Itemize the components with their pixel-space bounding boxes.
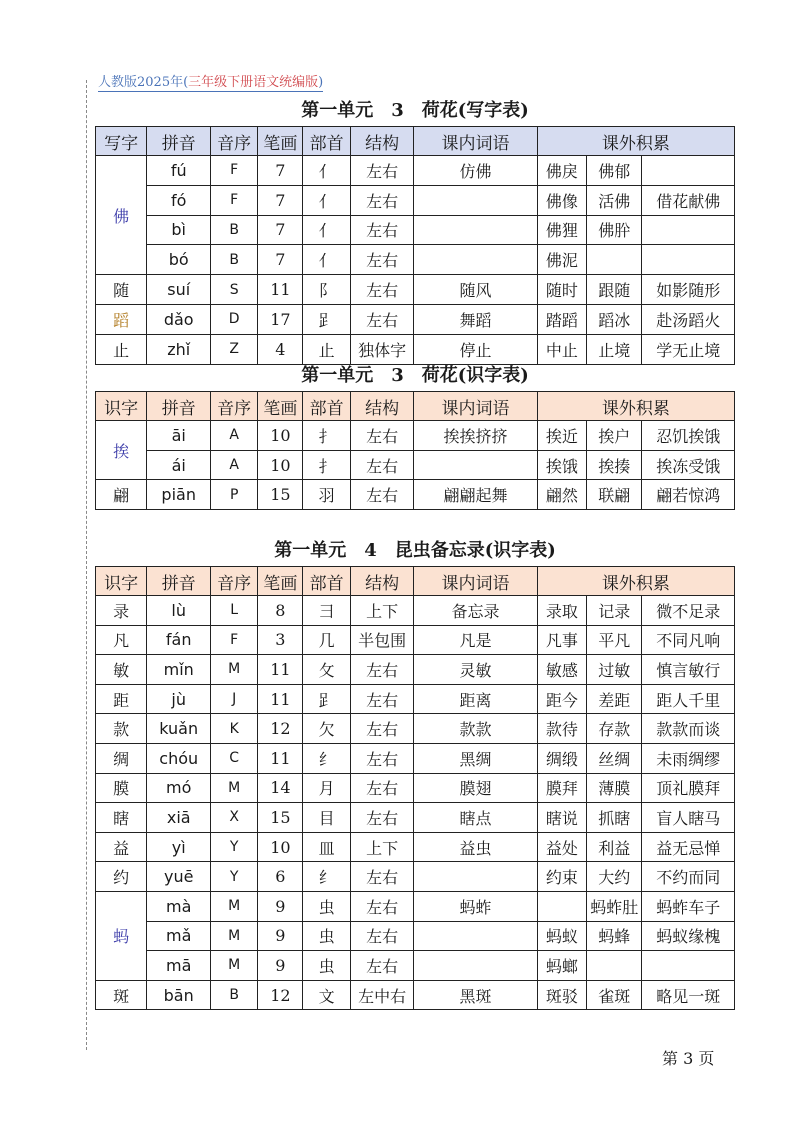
radical-cell: 文 — [303, 980, 350, 1010]
pinyin-cell: xiā — [147, 803, 211, 833]
radical-cell: 亻 — [303, 245, 350, 275]
extra-words-cell: 凡事 — [537, 625, 586, 655]
extra-words-cell: 不约而同 — [642, 862, 735, 892]
table-row — [96, 684, 735, 714]
inclass-words-cell: 黑斑 — [414, 980, 537, 1010]
table-row — [96, 625, 735, 655]
table-header-row — [96, 392, 735, 421]
pinyin-cell: chóu — [147, 743, 211, 773]
column-header: 部首 — [303, 127, 350, 156]
structure-cell: 左中右 — [350, 980, 414, 1010]
extra-words-cell: 佛泥 — [537, 245, 586, 275]
section-table — [95, 126, 735, 365]
column-header: 结构 — [350, 567, 414, 596]
pinyin-cell: ái — [147, 450, 211, 480]
extra-words-cell: 蚂蜂 — [586, 921, 641, 951]
table-row — [96, 951, 735, 981]
strokes-cell: 7 — [258, 215, 303, 245]
strokes-cell: 6 — [258, 862, 303, 892]
table-row — [96, 832, 735, 862]
pinyin-cell: jù — [147, 684, 211, 714]
column-header: 音序 — [211, 127, 258, 156]
extra-words-cell: 膜拜 — [537, 773, 586, 803]
inclass-words-cell: 益虫 — [414, 832, 537, 862]
extra-words-cell: 蚂蚁 — [537, 921, 586, 951]
column-header: 笔画 — [258, 127, 303, 156]
table-row — [96, 980, 735, 1010]
strokes-cell: 11 — [258, 743, 303, 773]
radical-cell: 扌 — [303, 421, 350, 451]
character-cell: 绸 — [96, 743, 147, 773]
pinyin-cell: lù — [147, 596, 211, 626]
header-note-suffix: ) — [318, 75, 324, 90]
strokes-cell: 15 — [258, 480, 303, 510]
table-row — [96, 421, 735, 451]
extra-words-cell: 瞎说 — [537, 803, 586, 833]
table-row — [96, 275, 735, 305]
radical-cell: 𧾷 — [303, 304, 350, 334]
radical-cell: 𧾷 — [303, 684, 350, 714]
page-number: 第 3 页 — [662, 1049, 715, 1068]
strokes-cell: 7 — [258, 185, 303, 215]
column-header: 课外积累 — [537, 567, 734, 596]
pinyin-cell: āi — [147, 421, 211, 451]
extra-words-cell — [642, 156, 735, 186]
structure-cell: 左右 — [350, 655, 414, 685]
column-header: 写字 — [96, 127, 147, 156]
inclass-words-cell: 距离 — [414, 684, 537, 714]
inclass-words-cell: 灵敏 — [414, 655, 537, 685]
extra-words-cell: 款待 — [537, 714, 586, 744]
strokes-cell: 12 — [258, 980, 303, 1010]
extra-words-cell: 佛肸 — [586, 215, 641, 245]
pinyin-cell: mà — [147, 891, 211, 921]
letter-cell: S — [211, 275, 258, 305]
letter-cell: X — [211, 803, 258, 833]
table-row — [96, 596, 735, 626]
table-header-row — [96, 567, 735, 596]
pinyin-cell: fán — [147, 625, 211, 655]
letter-cell: L — [211, 596, 258, 626]
inclass-words-cell: 备忘录 — [414, 596, 537, 626]
table-row — [96, 480, 735, 510]
radical-cell: 亻 — [303, 156, 350, 186]
section-title: 第一单元 3 荷花(识字表) — [301, 365, 529, 386]
extra-words-cell: 益无忌惮 — [642, 832, 735, 862]
column-header: 音序 — [211, 567, 258, 596]
extra-words-cell: 利益 — [586, 832, 641, 862]
table-row — [96, 450, 735, 480]
strokes-cell: 17 — [258, 304, 303, 334]
extra-words-cell: 如影随形 — [642, 275, 735, 305]
character-cell: 录 — [96, 596, 147, 626]
character-cell: 翩 — [96, 480, 147, 510]
section-table — [95, 566, 735, 1010]
header-note-highlight: 三年级下册语文统编版 — [188, 75, 319, 90]
table-row — [96, 714, 735, 744]
radical-cell: 欠 — [303, 714, 350, 744]
character-cell: 距 — [96, 684, 147, 714]
table-row — [96, 655, 735, 685]
character-cell: 款 — [96, 714, 147, 744]
extra-words-cell: 抓瞎 — [586, 803, 641, 833]
extra-words-cell — [642, 245, 735, 275]
letter-cell: M — [211, 891, 258, 921]
extra-words-cell — [586, 951, 641, 981]
extra-words-cell: 顶礼膜拜 — [642, 773, 735, 803]
column-header: 部首 — [303, 567, 350, 596]
extra-words-cell: 斑驳 — [537, 980, 586, 1010]
table-row — [96, 891, 735, 921]
section-table — [95, 391, 735, 510]
strokes-cell: 11 — [258, 655, 303, 685]
table-row — [96, 156, 735, 186]
table-header-row — [96, 127, 735, 156]
strokes-cell: 11 — [258, 275, 303, 305]
structure-cell: 左右 — [350, 803, 414, 833]
radical-cell: 止 — [303, 334, 350, 364]
radical-cell: 虫 — [303, 921, 350, 951]
pinyin-cell: kuǎn — [147, 714, 211, 744]
extra-words-cell: 益处 — [537, 832, 586, 862]
letter-cell: Z — [211, 334, 258, 364]
extra-words-cell: 止境 — [586, 334, 641, 364]
table-row — [96, 304, 735, 334]
character-cell: 蚂 — [96, 891, 147, 980]
structure-cell: 左右 — [350, 862, 414, 892]
extra-words-cell: 活佛 — [586, 185, 641, 215]
structure-cell: 上下 — [350, 832, 414, 862]
column-header: 笔画 — [258, 567, 303, 596]
column-header: 课内词语 — [414, 127, 537, 156]
extra-words-cell: 录取 — [537, 596, 586, 626]
extra-words-cell: 佛像 — [537, 185, 586, 215]
inclass-words-cell: 停止 — [414, 334, 537, 364]
structure-cell: 左右 — [350, 245, 414, 275]
extra-words-cell: 借花献佛 — [642, 185, 735, 215]
column-header: 识字 — [96, 567, 147, 596]
strokes-cell: 11 — [258, 684, 303, 714]
extra-words-cell — [642, 215, 735, 245]
structure-cell: 左右 — [350, 891, 414, 921]
inclass-words-cell: 舞蹈 — [414, 304, 537, 334]
extra-words-cell: 中止 — [537, 334, 586, 364]
extra-words-cell: 蚂蚱肚 — [586, 891, 641, 921]
letter-cell: P — [211, 480, 258, 510]
letter-cell: F — [211, 185, 258, 215]
inclass-words-cell: 挨挨挤挤 — [414, 421, 537, 451]
extra-words-cell: 挨近 — [537, 421, 586, 451]
pinyin-cell: fú — [147, 156, 211, 186]
structure-cell: 左右 — [350, 215, 414, 245]
extra-words-cell: 翩若惊鸿 — [642, 480, 735, 510]
extra-words-cell: 翩然 — [537, 480, 586, 510]
extra-words-cell: 丝绸 — [586, 743, 641, 773]
extra-words-cell: 绸缎 — [537, 743, 586, 773]
inclass-words-cell: 蚂蚱 — [414, 891, 537, 921]
radical-cell: 亻 — [303, 185, 350, 215]
extra-words-cell: 蚂蚁缘槐 — [642, 921, 735, 951]
extra-words-cell: 略见一斑 — [642, 980, 735, 1010]
letter-cell: Y — [211, 832, 258, 862]
inclass-words-cell — [414, 245, 537, 275]
section-title: 第一单元 3 荷花(写字表) — [301, 100, 529, 121]
column-header: 音序 — [211, 392, 258, 421]
inclass-words-cell — [414, 921, 537, 951]
extra-words-cell: 蚂蚱车子 — [642, 891, 735, 921]
letter-cell: M — [211, 951, 258, 981]
character-cell: 膜 — [96, 773, 147, 803]
pinyin-cell: mó — [147, 773, 211, 803]
strokes-cell: 7 — [258, 156, 303, 186]
inclass-words-cell — [414, 450, 537, 480]
structure-cell: 左右 — [350, 684, 414, 714]
structure-cell: 左右 — [350, 156, 414, 186]
column-header: 笔画 — [258, 392, 303, 421]
table-row — [96, 215, 735, 245]
structure-cell: 左右 — [350, 773, 414, 803]
structure-cell: 左右 — [350, 421, 414, 451]
strokes-cell: 9 — [258, 951, 303, 981]
letter-cell: F — [211, 156, 258, 186]
structure-cell: 左右 — [350, 714, 414, 744]
inclass-words-cell — [414, 215, 537, 245]
extra-words-cell: 存款 — [586, 714, 641, 744]
table-row — [96, 245, 735, 275]
radical-cell: 皿 — [303, 832, 350, 862]
inclass-words-cell: 仿佛 — [414, 156, 537, 186]
inclass-words-cell: 随风 — [414, 275, 537, 305]
strokes-cell: 10 — [258, 421, 303, 451]
table-row — [96, 773, 735, 803]
inclass-words-cell — [414, 185, 537, 215]
extra-words-cell: 蚂螂 — [537, 951, 586, 981]
extra-words-cell: 记录 — [586, 596, 641, 626]
inclass-words-cell: 瞎点 — [414, 803, 537, 833]
pinyin-cell: bān — [147, 980, 211, 1010]
extra-words-cell: 佛狸 — [537, 215, 586, 245]
extra-words-cell: 敏感 — [537, 655, 586, 685]
structure-cell: 上下 — [350, 596, 414, 626]
column-header: 课外积累 — [537, 392, 734, 421]
table-row — [96, 743, 735, 773]
extra-words-cell: 盲人瞎马 — [642, 803, 735, 833]
character-cell: 佛 — [96, 156, 147, 275]
extra-words-cell: 不同凡响 — [642, 625, 735, 655]
extra-words-cell: 慎言敏行 — [642, 655, 735, 685]
character-cell: 敏 — [96, 655, 147, 685]
structure-cell: 左右 — [350, 275, 414, 305]
header-note — [98, 74, 323, 92]
pinyin-cell: suí — [147, 275, 211, 305]
extra-words-cell: 挨揍 — [586, 450, 641, 480]
extra-words-cell: 随时 — [537, 275, 586, 305]
strokes-cell: 9 — [258, 891, 303, 921]
extra-words-cell: 雀斑 — [586, 980, 641, 1010]
structure-cell: 左右 — [350, 743, 414, 773]
pinyin-cell: mǐn — [147, 655, 211, 685]
letter-cell: J — [211, 684, 258, 714]
extra-words-cell: 佛戾 — [537, 156, 586, 186]
inclass-words-cell — [414, 951, 537, 981]
structure-cell: 左右 — [350, 450, 414, 480]
pinyin-cell: yì — [147, 832, 211, 862]
inclass-words-cell: 凡是 — [414, 625, 537, 655]
letter-cell: D — [211, 304, 258, 334]
table-row — [96, 185, 735, 215]
character-cell: 约 — [96, 862, 147, 892]
radical-cell: 亻 — [303, 215, 350, 245]
extra-words-cell — [642, 951, 735, 981]
pinyin-cell: fó — [147, 185, 211, 215]
header-note-prefix: 人教版2025年( — [98, 75, 189, 90]
extra-words-cell: 平凡 — [586, 625, 641, 655]
letter-cell: F — [211, 625, 258, 655]
character-cell: 挨 — [96, 421, 147, 480]
table-row — [96, 334, 735, 364]
letter-cell: B — [211, 215, 258, 245]
extra-words-cell: 约束 — [537, 862, 586, 892]
letter-cell: A — [211, 450, 258, 480]
radical-cell: 扌 — [303, 450, 350, 480]
strokes-cell: 8 — [258, 596, 303, 626]
radical-cell: 目 — [303, 803, 350, 833]
strokes-cell: 4 — [258, 334, 303, 364]
pinyin-cell: bì — [147, 215, 211, 245]
structure-cell: 左右 — [350, 951, 414, 981]
radical-cell: 羽 — [303, 480, 350, 510]
radical-cell: 彐 — [303, 596, 350, 626]
radical-cell: 虫 — [303, 891, 350, 921]
column-header: 识字 — [96, 392, 147, 421]
structure-cell: 半包围 — [350, 625, 414, 655]
extra-words-cell: 距人千里 — [642, 684, 735, 714]
table-row — [96, 921, 735, 951]
radical-cell: 月 — [303, 773, 350, 803]
table-row — [96, 803, 735, 833]
letter-cell: M — [211, 773, 258, 803]
extra-words-cell: 学无止境 — [642, 334, 735, 364]
pinyin-cell: zhǐ — [147, 334, 211, 364]
strokes-cell: 10 — [258, 450, 303, 480]
structure-cell: 左右 — [350, 185, 414, 215]
pinyin-cell: mā — [147, 951, 211, 981]
extra-words-cell: 挨饿 — [537, 450, 586, 480]
extra-words-cell: 跟随 — [586, 275, 641, 305]
structure-cell: 左右 — [350, 921, 414, 951]
letter-cell: M — [211, 921, 258, 951]
character-cell: 瞎 — [96, 803, 147, 833]
pinyin-cell: bó — [147, 245, 211, 275]
strokes-cell: 10 — [258, 832, 303, 862]
extra-words-cell: 挨户 — [586, 421, 641, 451]
margin-dashed-line — [86, 80, 87, 1050]
pinyin-cell: dǎo — [147, 304, 211, 334]
inclass-words-cell — [414, 862, 537, 892]
structure-cell: 独体字 — [350, 334, 414, 364]
letter-cell: Y — [211, 862, 258, 892]
letter-cell: M — [211, 655, 258, 685]
radical-cell: 几 — [303, 625, 350, 655]
column-header: 拼音 — [147, 392, 211, 421]
column-header: 部首 — [303, 392, 350, 421]
extra-words-cell: 款款而谈 — [642, 714, 735, 744]
letter-cell: C — [211, 743, 258, 773]
column-header: 拼音 — [147, 567, 211, 596]
strokes-cell: 14 — [258, 773, 303, 803]
extra-words-cell: 蹈冰 — [586, 304, 641, 334]
column-header: 拼音 — [147, 127, 211, 156]
column-header: 课外积累 — [537, 127, 734, 156]
pinyin-cell: piān — [147, 480, 211, 510]
strokes-cell: 12 — [258, 714, 303, 744]
column-header: 课内词语 — [414, 392, 537, 421]
extra-words-cell — [537, 891, 586, 921]
letter-cell: A — [211, 421, 258, 451]
extra-words-cell: 踏蹈 — [537, 304, 586, 334]
extra-words-cell: 佛郁 — [586, 156, 641, 186]
inclass-words-cell: 膜翅 — [414, 773, 537, 803]
character-cell: 益 — [96, 832, 147, 862]
extra-words-cell — [586, 245, 641, 275]
strokes-cell: 3 — [258, 625, 303, 655]
extra-words-cell: 联翩 — [586, 480, 641, 510]
letter-cell: B — [211, 245, 258, 275]
section-title: 第一单元 4 昆虫备忘录(识字表) — [274, 540, 556, 561]
extra-words-cell: 微不足录 — [642, 596, 735, 626]
radical-cell: 阝 — [303, 275, 350, 305]
radical-cell: 攵 — [303, 655, 350, 685]
pinyin-cell: mǎ — [147, 921, 211, 951]
inclass-words-cell: 款款 — [414, 714, 537, 744]
character-cell: 斑 — [96, 980, 147, 1010]
character-cell: 止 — [96, 334, 147, 364]
extra-words-cell: 大约 — [586, 862, 641, 892]
radical-cell: 纟 — [303, 743, 350, 773]
strokes-cell: 7 — [258, 245, 303, 275]
character-cell: 蹈 — [96, 304, 147, 334]
radical-cell: 纟 — [303, 862, 350, 892]
table-row — [96, 862, 735, 892]
inclass-words-cell: 翩翩起舞 — [414, 480, 537, 510]
letter-cell: B — [211, 980, 258, 1010]
radical-cell: 虫 — [303, 951, 350, 981]
character-cell: 凡 — [96, 625, 147, 655]
strokes-cell: 9 — [258, 921, 303, 951]
strokes-cell: 15 — [258, 803, 303, 833]
column-header: 课内词语 — [414, 567, 537, 596]
letter-cell: K — [211, 714, 258, 744]
extra-words-cell: 薄膜 — [586, 773, 641, 803]
character-cell: 随 — [96, 275, 147, 305]
extra-words-cell: 距今 — [537, 684, 586, 714]
extra-words-cell: 差距 — [586, 684, 641, 714]
extra-words-cell: 挨冻受饿 — [642, 450, 735, 480]
column-header: 结构 — [350, 127, 414, 156]
extra-words-cell: 未雨绸缪 — [642, 743, 735, 773]
extra-words-cell: 赴汤蹈火 — [642, 304, 735, 334]
structure-cell: 左右 — [350, 480, 414, 510]
pinyin-cell: yuē — [147, 862, 211, 892]
extra-words-cell: 过敏 — [586, 655, 641, 685]
structure-cell: 左右 — [350, 304, 414, 334]
column-header: 结构 — [350, 392, 414, 421]
extra-words-cell: 忍饥挨饿 — [642, 421, 735, 451]
inclass-words-cell: 黑绸 — [414, 743, 537, 773]
